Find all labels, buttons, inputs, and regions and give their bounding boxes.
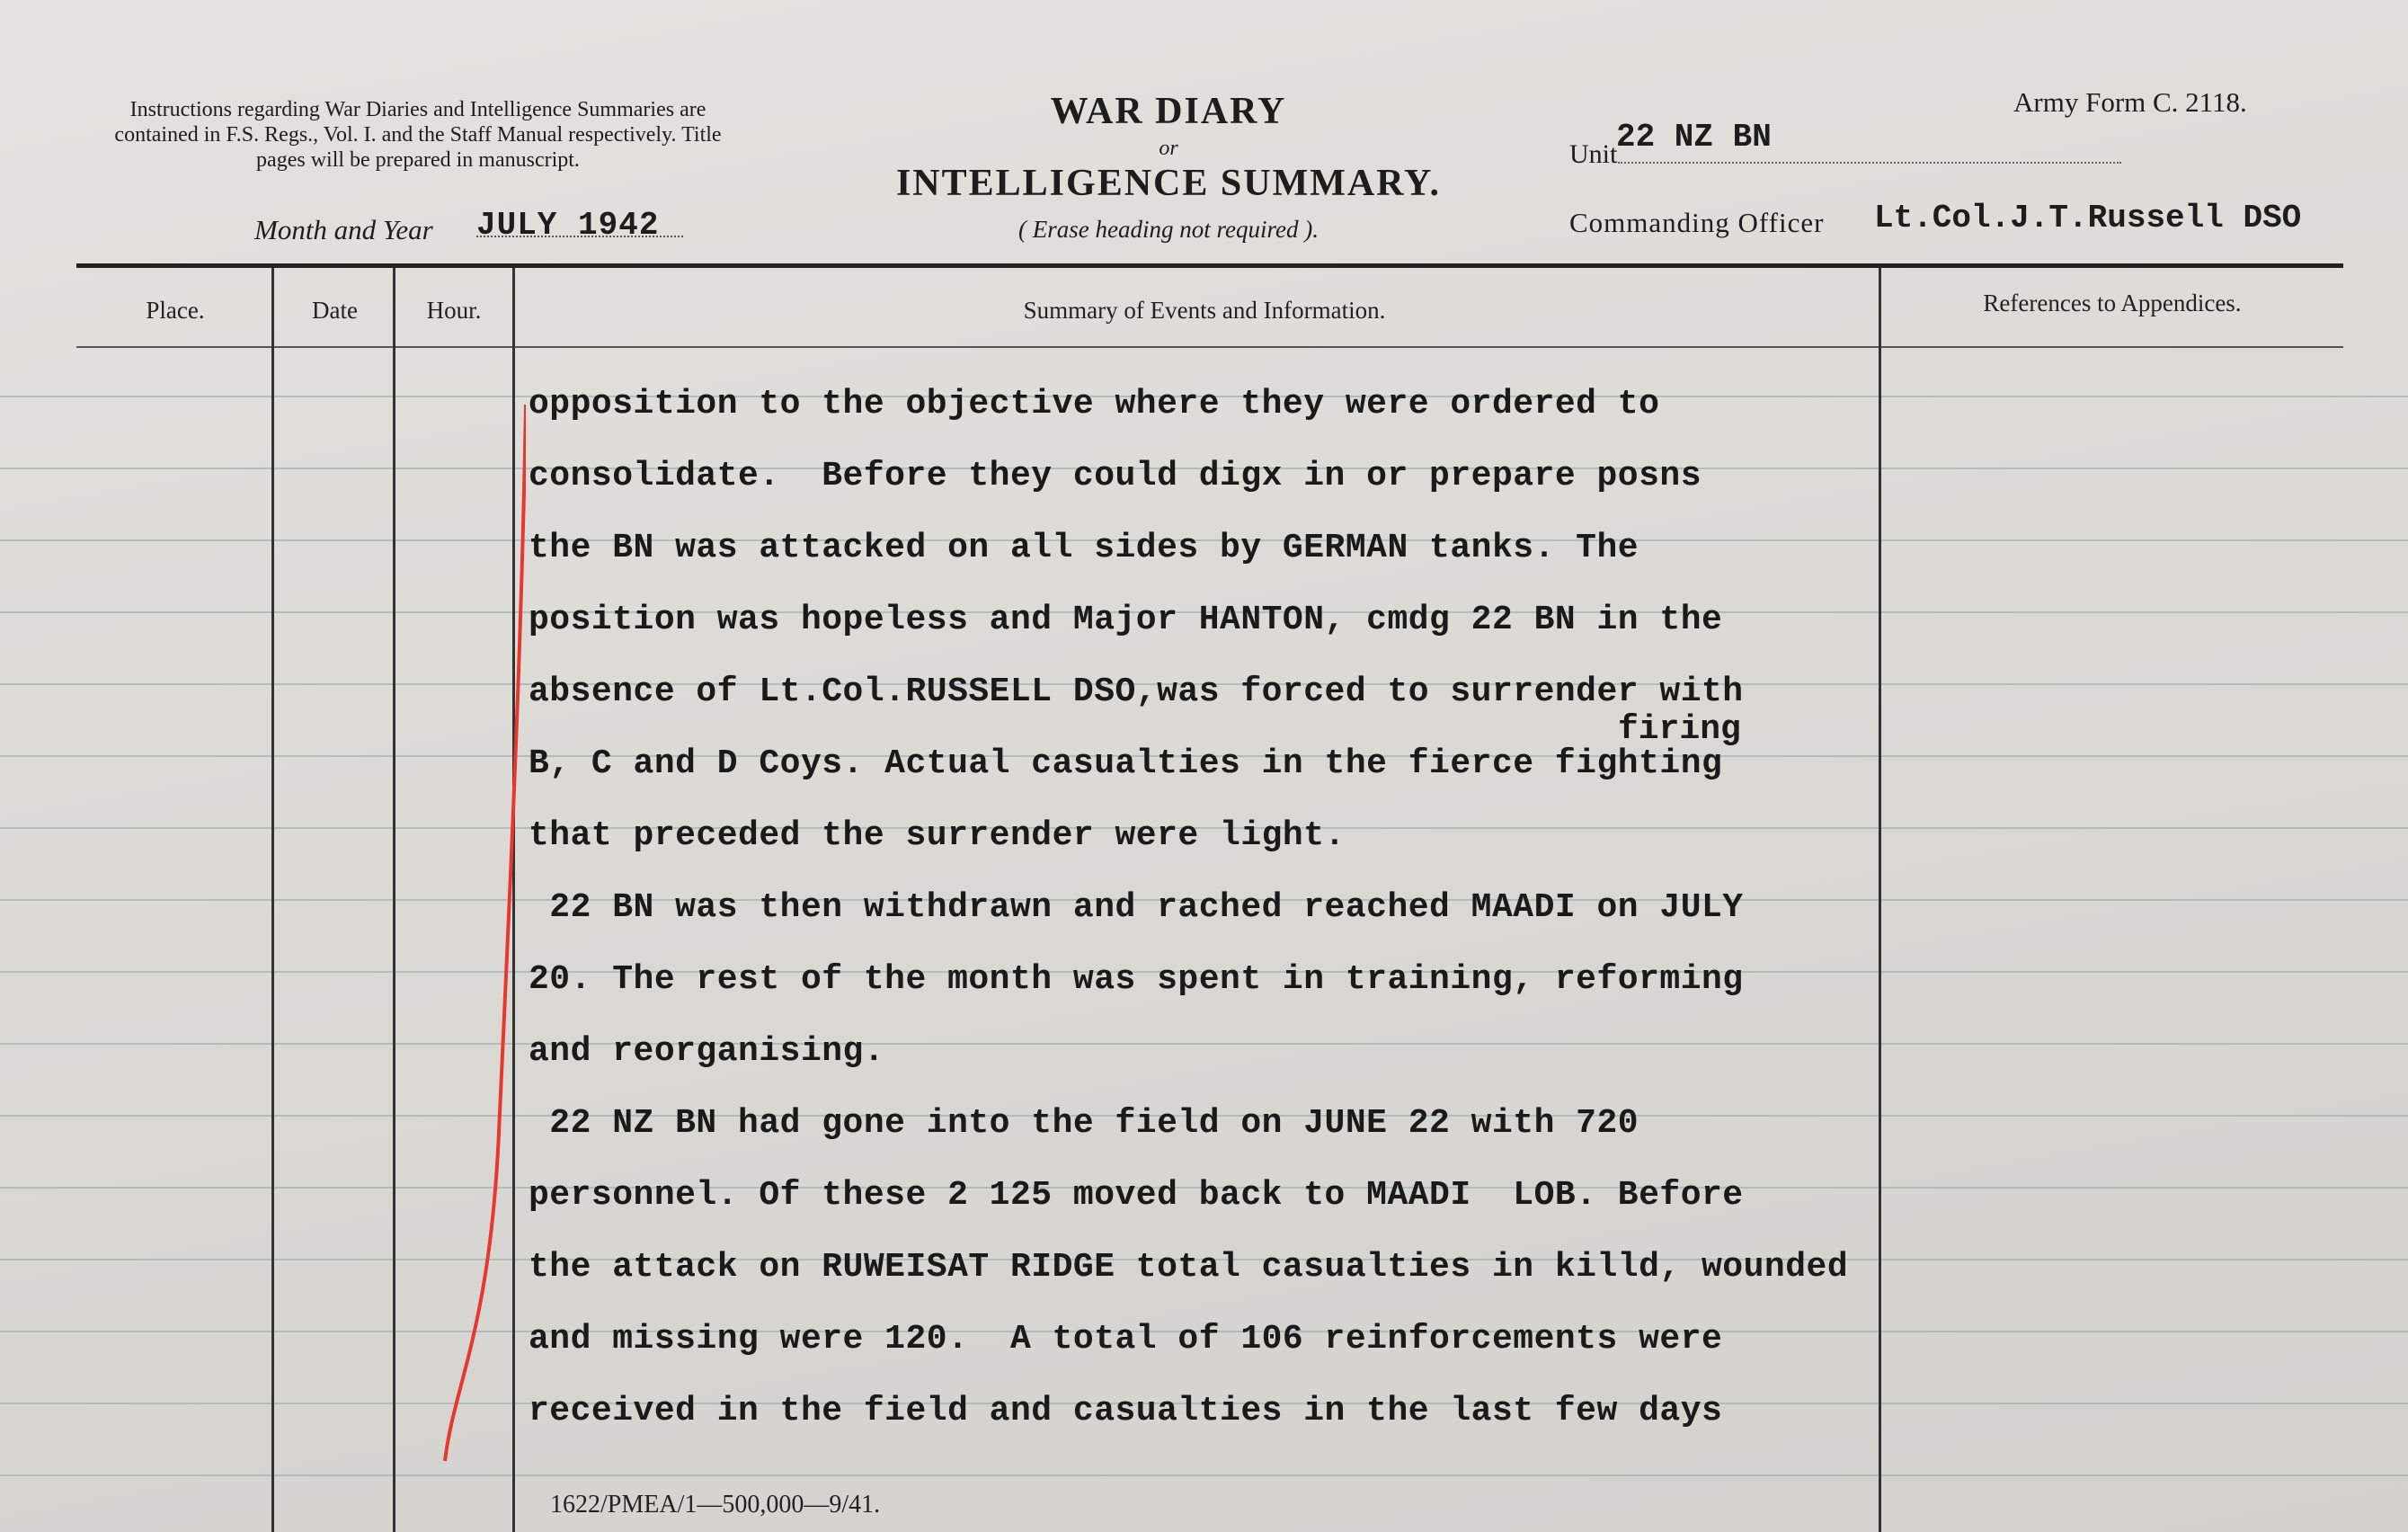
diary-text-line: the BN was attacked on all sides by GERMAN tanks. The [529, 529, 1639, 567]
unit-label: Unit [1569, 139, 1618, 169]
diary-text-line: position was hopeless and Major HANTON, cmdg 22 BN in the [529, 601, 1723, 639]
red-margin-line [436, 396, 526, 1465]
print-code-footer: 1622/PMEA/1—500,000—9/41. [550, 1491, 881, 1519]
column-divider [271, 268, 274, 1532]
column-header-date: Date [312, 297, 358, 324]
table-top-rule [76, 263, 2343, 268]
month-dotted-line [476, 236, 683, 237]
diary-text-line: that preceded the surrender were light. [529, 816, 1346, 855]
month-year-label: Month and Year [254, 214, 433, 245]
unit-value: 22 NZ BN [1616, 119, 1772, 156]
diary-text-line: received in the field and casualties in the last few days [529, 1392, 1723, 1430]
diary-text-line: 20. The rest of the month was spent in training, reforming [529, 960, 1744, 999]
diary-text-line: 22 NZ BN had gone into the field on JUNE 22 with 720 [529, 1104, 1639, 1143]
instructions-text: Instructions regarding War Diaries and Intelligence Summaries are contained in F.S. Regs., Vol. I. and the Staff Manual respectively. Title pages will be prepared in manuscript. [114, 98, 722, 172]
diary-text-line: consolidate. Before they could digx in or prepare posns [529, 457, 1702, 495]
diary-text-line: opposition to the objective where they were ordered to [529, 385, 1660, 423]
diary-text-line: absence of Lt.Col.RUSSELL DSO,was forced to surrender with [529, 672, 1744, 711]
unit-dotted-line [1618, 162, 2121, 164]
form-title-intelligence-summary: INTELLIGENCE SUMMARY. [895, 163, 1442, 204]
table-header-rule [76, 346, 2343, 348]
ruled-line [0, 1474, 2408, 1476]
column-header-summary: Summary of Events and Information. [1023, 297, 1386, 324]
commanding-officer-value: Lt.Col.J.T.Russell DSO [1874, 200, 2302, 236]
form-title-or: or [1159, 137, 1178, 160]
column-header-place: Place. [146, 297, 205, 324]
army-form-number: Army Form C. 2118. [2013, 86, 2247, 118]
diary-text-line: and missing were 120. A total of 106 reinforcements were [529, 1320, 1723, 1358]
form-title-war-diary: WAR DIARY [1050, 91, 1287, 132]
column-header-references: References to Appendices. [1983, 289, 2242, 316]
diary-text-line: B, C and D Coys. Actual casualties in the fierce fighting [529, 744, 1723, 783]
typed-insertion-firing: firing [1618, 710, 1741, 749]
column-header-hour: Hour. [426, 297, 482, 324]
diary-text-line: the attack on RUWEISAT RIDGE total casualties in killd, wounded [529, 1248, 1849, 1287]
diary-text-line: and reorganising. [529, 1032, 885, 1071]
diary-text-line: personnel. Of these 2 125 moved back to MAADI LOB. Before [529, 1176, 1744, 1215]
diary-text-line: 22 BN was then withdrawn and rached reached MAADI on JULY [529, 888, 1744, 927]
column-divider [393, 268, 395, 1532]
erase-heading-note: ( Erase heading not required ). [1018, 216, 1319, 243]
month-year-value: JULY 1942 [476, 207, 660, 244]
commanding-officer-label: Commanding Officer [1569, 207, 1825, 238]
